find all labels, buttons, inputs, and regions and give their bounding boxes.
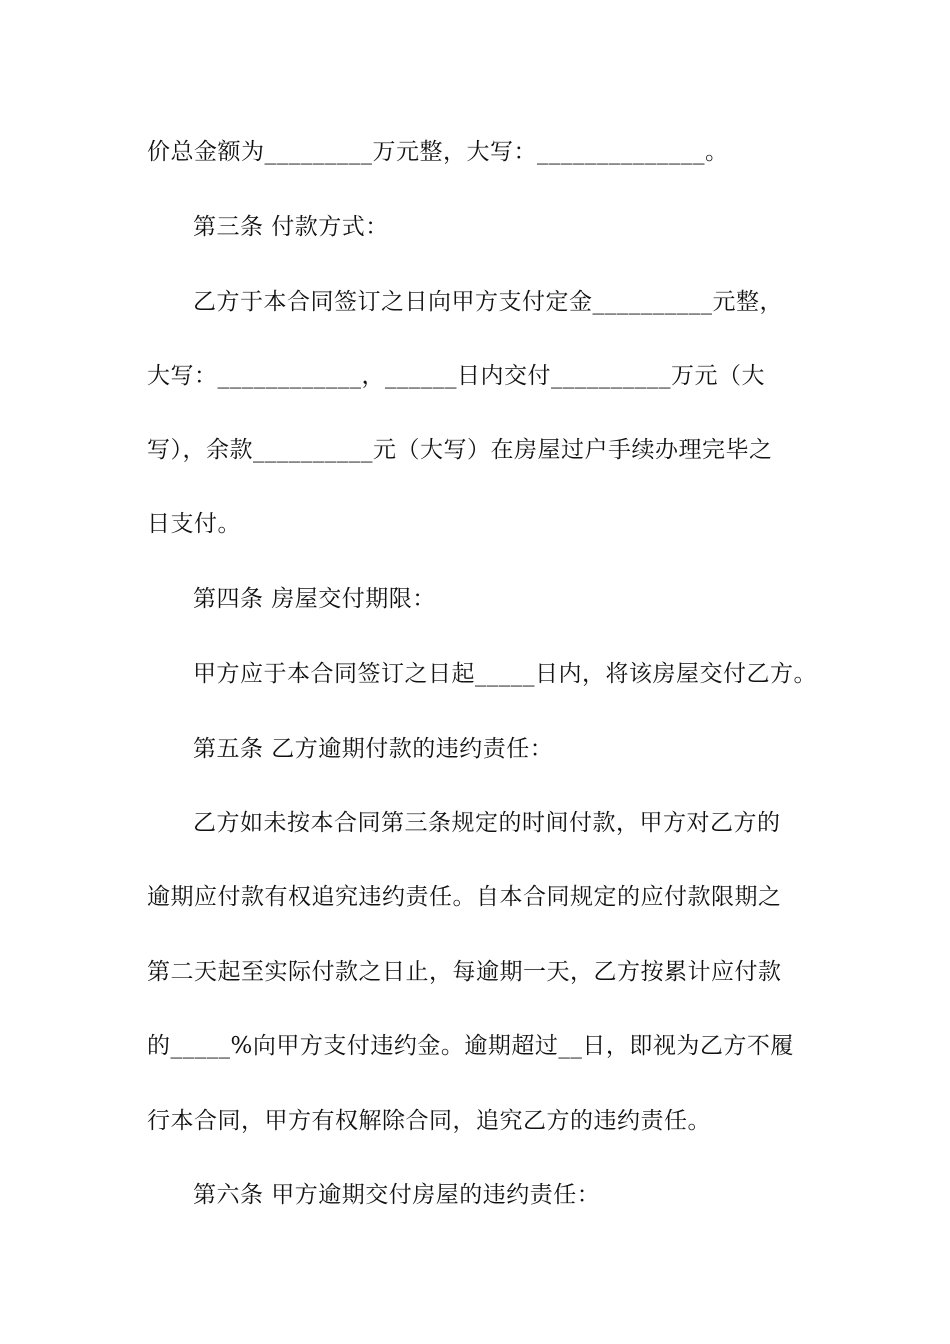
text-line: 甲方应于本合同签订之日起_____日内，将该房屋交付乙方。 xyxy=(193,661,817,687)
text-line: 行本合同，甲方有权解除合同，追究乙方的违约责任。 xyxy=(147,1108,711,1134)
text-line: 逾期应付款有权追究违约责任。自本合同规定的应付款限期之 xyxy=(147,884,782,910)
text-line: 大写：____________，______日内交付__________万元（大 xyxy=(147,363,765,389)
section-heading: 第四条 房屋交付期限： xyxy=(193,586,436,612)
text-line: 写），余款__________元（大写）在房屋过户手续办理完毕之 xyxy=(147,437,773,463)
text-line: 的_____%向甲方支付违约金。逾期超过__日，即视为乙方不履 xyxy=(147,1033,794,1059)
text-line: 乙方如未按本合同第三条规定的时间付款，甲方对乙方的 xyxy=(193,810,781,836)
text-line: 乙方于本合同签订之日向甲方支付定金__________元整， xyxy=(193,289,783,315)
text-line: 第二天起至实际付款之日止，每逾期一天，乙方按累计应付款 xyxy=(147,959,782,985)
text-line: 日支付。 xyxy=(147,511,241,537)
section-heading: 第六条 甲方逾期交付房屋的违约责任： xyxy=(193,1182,601,1208)
section-heading: 第三条 付款方式： xyxy=(193,214,389,240)
section-heading: 第五条 乙方逾期付款的违约责任： xyxy=(193,736,554,762)
text-line: 价总金额为_________万元整，大写：______________。 xyxy=(147,139,729,165)
